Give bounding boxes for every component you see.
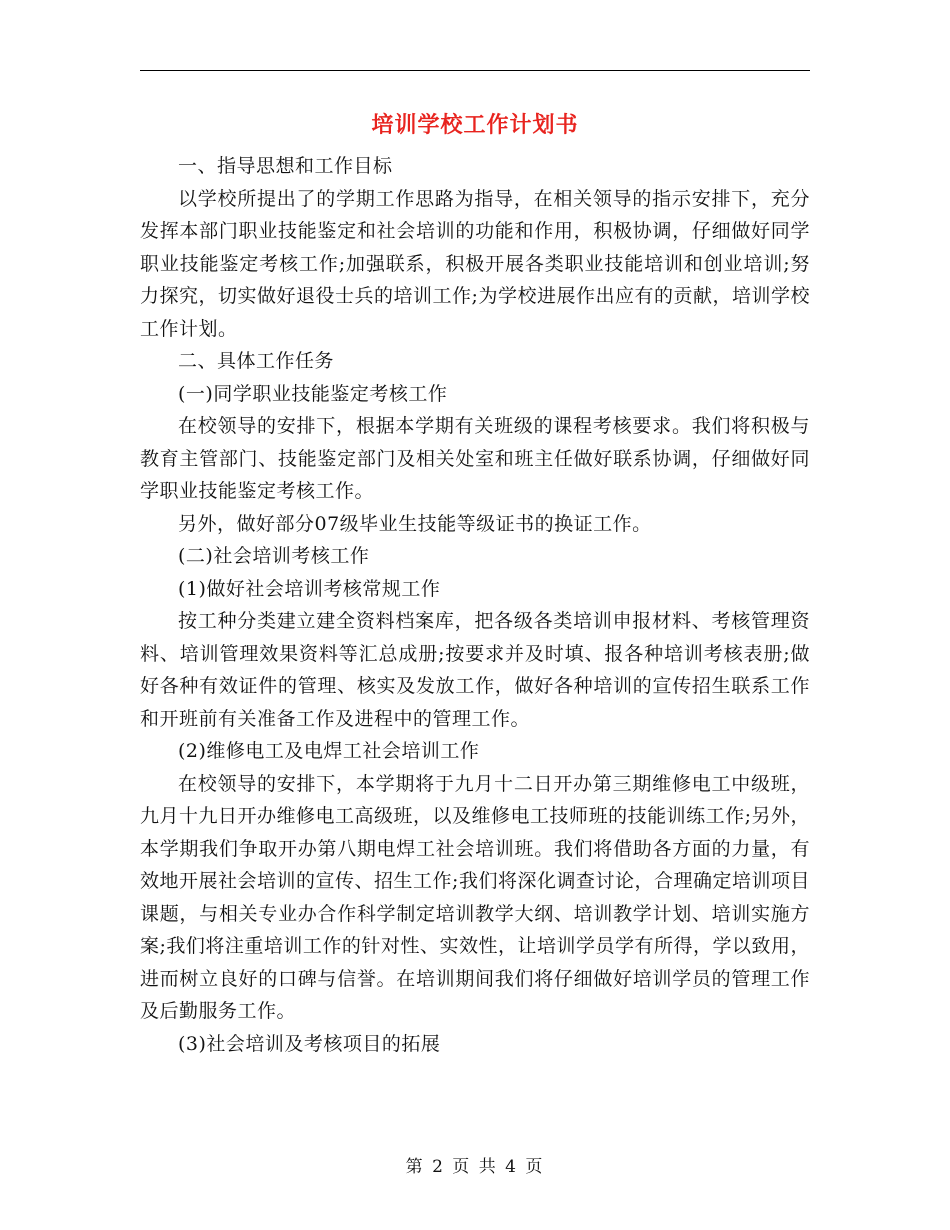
page-footer: 第 2 页 共 4 页: [405, 1157, 545, 1177]
subsection-heading-2: (二)社会培训考核工作: [178, 545, 370, 567]
item-heading-2: (2)维修电工及电焊工社会培训工作: [178, 740, 480, 762]
paragraph-certificate-exchange: 另外，做好部分07级毕业生技能等级证书的换证工作。: [178, 512, 652, 535]
paragraph-routine-work: 按工种分类建立建全资料档案库，把各级各类培训申报材料、考核管理资料、培训管理效果资料等汇总成册;按要求并及时填、报各种培训考核表册;做好各种有效证件的管理、核实及发放工作，做好各种培训的宣传招生联系工作和开班前有关准备工作及进程中的管理工作。: [140, 610, 810, 730]
header-rule: [140, 70, 810, 71]
document-body: [140, 150, 810, 1060]
item-heading-1: (1)做好社会培训考核常规工作: [178, 577, 441, 600]
item-heading-3: (3)社会培训及考核项目的拓展: [178, 1032, 441, 1055]
document-title: 培训学校工作计划书: [371, 112, 579, 138]
paragraph-electrician-training: 在校领导的安排下，本学期将于九月十二日开办第三期维修电工中级班，九月十九日开办维修电工高级班，以及维修电工技师班的技能训练工作;另外，本学期我们争取开办第八期电焊工社会培训班。我们将借助各方面的力量，有效地开展社会培训的宣传、招生工作;我们将深化调查讨论，合理确定培训项目课题，与相关专业办合作科学制定培训教学大纲、培训教学计划、培训实施方案;我们将注重培训工作的针对性、实效性，让培训学员学有所得，学以致用，进而树立良好的口碑与信誉。在培训期间我们将仔细做好培训学员的管理工作及后勤服务工作。: [140, 772, 810, 1022]
paragraph-guiding-ideas: 以学校所提出了的学期工作思路为指导，在相关领导的指示安排下，充分发挥本部门职业技能鉴定和社会培训的功能和作用，积极协调，仔细做好同学职业技能鉴定考核工作;加强联系，积极开展各类职业技能培训和创业培训;努力探究，切实做好退役士兵的培训工作;为学校进展作出应有的贡献，培训学校工作计划。: [140, 187, 810, 340]
section-heading-2: 二、具体工作任务: [178, 350, 335, 372]
subsection-heading-1: (一)同学职业技能鉴定考核工作: [178, 382, 448, 405]
section-heading-1: 一、指导思想和工作目标: [178, 155, 393, 177]
paragraph-skill-assessment: 在校领导的安排下，根据本学期有关班级的课程考核要求。我们将积极与教育主管部门、技能鉴定部门及相关处室和班主任做好联系协调，仔细做好同学职业技能鉴定考核工作。: [140, 415, 810, 502]
